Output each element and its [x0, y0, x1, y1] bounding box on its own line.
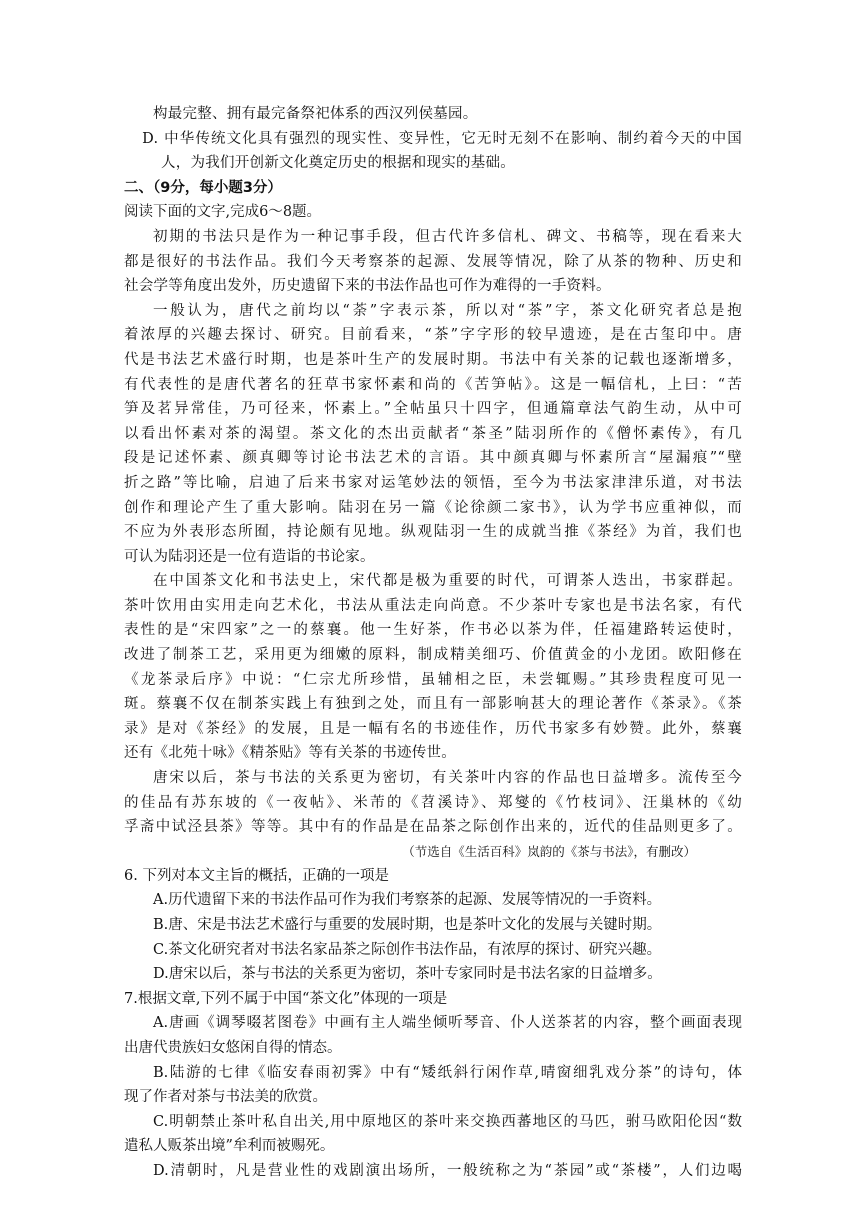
answer-option-c: C.明朝禁止茶叶私自出关,用中原地区的茶叶来交换西蕃地区的马匹，驸马欧阳伦因“数: [153, 1113, 742, 1130]
answer-option-a: A.唐画《调琴啜茗图卷》中画有主人端坐倾听琴音、仆人送茶茗的内容，整个画面表现: [153, 1015, 742, 1032]
paragraph-line: 的佳品有苏东坡的《一夜帖》、米芾的《苕溪诗》、郑燮的《竹枝词》、汪巢林的《幼: [124, 794, 742, 811]
paragraph-line: 《龙茶录后序》中说：“仁宗尤所珍惜，虽辅相之臣，未尝辄赐。”其珍贵程度可见一: [124, 671, 742, 688]
question-stem: 7.根据文章,下列不属于中国“茶文化”体现的一项是: [124, 990, 448, 1007]
paragraph-line: 都是很好的书法作品。我们今天考察茶的起源、发展等情况，除了从茶的物种、历史和: [124, 253, 742, 270]
section-title: 二、（9分，每小题3分）: [124, 179, 282, 196]
paragraph-line: 段是记述怀素、颜真卿等讨论书法艺术的言语。其中颜真卿与怀素所言“屋漏痕”“壁: [124, 450, 742, 467]
paragraph-line: 着浓厚的兴趣去探讨、研究。目前看来，“茶”字字形的较早遗迹，是在古玺印中。唐: [124, 327, 742, 344]
paragraph-line: 改进了制茶工艺，采用更为细嫩的原料，制成精美细巧、价值黄金的小龙团。欧阳修在: [124, 647, 742, 664]
answer-option-d: D.唐宋以后，茶与书法的关系更为密切，茶叶专家同时是书法名家的日益增多。: [153, 966, 662, 983]
paragraph-line: 笋及茗异常佳，乃可径来，怀素上。”全帖虽只十四字，但通篇章法气韵生动，从中可: [124, 401, 742, 418]
question-7: [124, 987, 742, 1184]
answer-option-d: D.清朝时，凡是营业性的戏剧演出场所，一般统称之为“茶园”或“茶楼”，人们边喝: [153, 1162, 742, 1179]
answer-option-a-continuation: 出唐代贵族妇女悠闲自得的情态。: [124, 1039, 342, 1056]
paragraph-line: 在中国茶文化和书法史上，宋代都是极为重要的时代，可谓茶人迭出，书家群起。: [153, 573, 742, 590]
paragraph-line: 以看出怀素对茶的渴望。茶文化的杰出贡献者“茶圣”陆羽所作的《僧怀素传》，有几: [124, 425, 742, 442]
answer-option-b: B.陆游的七律《临安春雨初霁》中有“矮纸斜行闲作草,晴窗细乳戏分茶”的诗句，体: [153, 1064, 742, 1081]
paragraph-line: 唐宋以后，茶与书法的关系更为密切，有关茶叶内容的作品也日益增多。流传至今: [153, 770, 742, 787]
option-c-continuation: 构最完整、拥有最完备祭祀体系的西汉列侯墓园。: [153, 106, 478, 122]
paragraph-line: 还有《北苑十咏》《精茶贴》等有关茶的书迹传世。: [124, 745, 456, 762]
paragraph-line: 社会学等角度出发外，历史遗留下来的书法作品也可作为难得的一手资料。: [124, 278, 611, 295]
answer-option-b-continuation: 现了作者对茶与书法美的欣赏。: [124, 1089, 327, 1106]
question-6: [124, 864, 742, 987]
answer-option-a: A.历代遗留下来的书法作品可作为我们考察茶的起源、发展等情况的一手资料。: [153, 892, 662, 909]
article-paragraph-1: [124, 225, 742, 299]
paragraph-line: 表性的是“宋四家”之一的蔡襄。他一生好茶，作书必以茶为伴，任福建路转运使时，: [124, 622, 742, 639]
question-stem: 6. 下列对本文主旨的概括，正确的一项是: [124, 867, 389, 884]
page-content: [124, 102, 742, 1184]
paragraph-line: 茶叶饮用由实用走向艺术化，书法从重法走向尚意。不少茶叶专家也是书法名家，有代: [124, 597, 742, 614]
paragraph-line: 一般认为，唐代之前均以“荼”字表示茶，所以对“茶”字，茶文化研究者总是抱: [153, 302, 742, 319]
option-d-line-1: D. 中华传统文化具有强烈的现实性、变异性，它无时无刻不在影响、制约着今天的中国: [142, 130, 742, 147]
paragraph-line: 折之路”等比喻，启迪了后来书家对运笔妙法的领悟，至今为书法家津津乐道，对书法: [124, 474, 742, 491]
paragraph-line: 孚斋中试泾县茶》等等。其中有的作品是在品茶之际创作出来的，近代的佳品则更多了。: [124, 819, 742, 836]
section-instruction: 阅读下面的文字,完成6～8题。: [124, 204, 322, 221]
option-d-line-2: 人，为我们开创新文化奠定历史的根据和现实的基础。: [160, 155, 515, 172]
article-paragraph-3: [124, 569, 742, 766]
answer-option-b: B.唐、宋是书法艺术盛行与重要的发展时期，也是茶叶文化的发展与关键时期。: [153, 917, 662, 933]
article-paragraph-4: [124, 766, 742, 840]
paragraph-line: 初期的书法只是作为一种记事手段，但古代许多信札、碑文、书稿等，现在看来大: [153, 228, 742, 245]
paragraph-line: 有代表性的是唐代著名的狂草书家怀素和尚的《苦笋帖》。这是一幅信札，上曰：“苦: [124, 376, 742, 393]
article-source: （节选自《生活百科》岚韵的《茶与书法》，有删改）: [402, 843, 696, 859]
paragraph-line: 创作和理论产生了重大影响。陆羽在另一篇《论徐颜二家书》，认为学书应重神似，而: [124, 499, 742, 516]
paragraph-line: 不应为外表形态所囿，持论颇有见地。纵观陆羽一生的成就当推《茶经》为首，我们也: [124, 524, 742, 541]
article-paragraph-2: [124, 299, 742, 570]
answer-option-c-continuation: 遣私人贩茶出境”牟利而被赐死。: [124, 1138, 335, 1155]
paragraph-line: 可认为陆羽还是一位有造诣的书论家。: [124, 548, 375, 565]
paragraph-line: 录》是对《茶经》的发展，且是一幅有名的书迹佳作，历代书家多有妙赞。此外，蔡襄: [124, 720, 742, 737]
paragraph-line: 代是书法艺术盛行时期，也是茶叶生产的发展时期。书法中有关茶的记载也逐渐增多，: [124, 351, 742, 368]
paragraph-line: 斑。蔡襄不仅在制茶实践上有独到之处，而且有一部影响甚大的理论著作《茶录》。《茶: [124, 696, 742, 713]
answer-option-c: C.茶文化研究者对书法名家品茶之际创作书法作品，有浓厚的探讨、研究兴趣。: [153, 941, 662, 958]
